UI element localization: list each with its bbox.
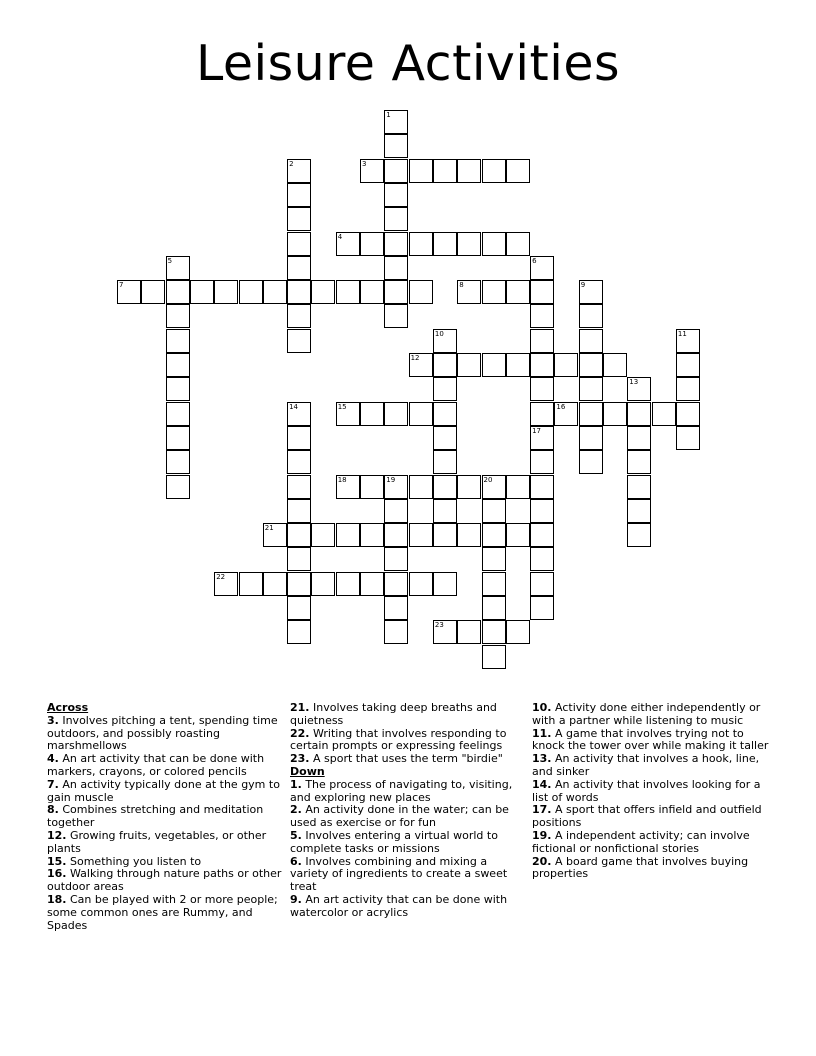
grid-cell[interactable] xyxy=(433,572,457,596)
clue-number: 21 xyxy=(264,524,274,533)
clue-number: 7 xyxy=(119,281,124,290)
grid-cell[interactable] xyxy=(482,645,506,669)
clue-item-number: 12. xyxy=(47,828,67,842)
grid-cell[interactable] xyxy=(263,523,287,547)
clue-item-number: 16. xyxy=(47,867,67,881)
grid-cell[interactable] xyxy=(263,280,287,304)
grid-cell[interactable] xyxy=(141,280,165,304)
grid-cell[interactable] xyxy=(360,159,384,183)
clue-item-text: The process of navigating to, visiting, and exploring new places xyxy=(290,777,513,804)
clue-item-number: 13. xyxy=(532,752,552,766)
clue-item-text: Activity done either independently or with a partner while listening to music xyxy=(532,701,761,727)
clue-item xyxy=(532,856,770,882)
grid-cell[interactable] xyxy=(530,402,554,426)
grid-cell[interactable] xyxy=(336,523,360,547)
grid-cell[interactable] xyxy=(579,304,603,328)
clue-item-number: 15. xyxy=(47,854,67,868)
grid-cell[interactable] xyxy=(166,280,190,304)
grid-cell[interactable] xyxy=(287,475,311,499)
grid-cell[interactable] xyxy=(384,159,408,183)
clue-item-text: An art activity that can be done with watercolor or acrylics xyxy=(290,892,508,919)
grid-cell[interactable] xyxy=(409,572,433,596)
grid-cell[interactable] xyxy=(384,572,408,596)
clue-number: 8 xyxy=(459,281,464,290)
grid-cell[interactable] xyxy=(530,596,554,620)
grid-cell[interactable] xyxy=(627,499,651,523)
clue-item-text: Involves taking deep breaths and quietness xyxy=(290,701,497,727)
grid-cell[interactable] xyxy=(287,183,311,207)
grid-cell[interactable] xyxy=(311,280,335,304)
grid-cell[interactable] xyxy=(506,353,530,377)
grid-cell[interactable] xyxy=(360,232,384,256)
clue-item-number: 4. xyxy=(47,752,59,766)
grid-cell[interactable] xyxy=(506,159,530,183)
grid-cell[interactable] xyxy=(457,280,481,304)
grid-cell[interactable] xyxy=(530,450,554,474)
clue-item-text: An activity that involves a hook, line, and sinker xyxy=(532,752,760,778)
clue-item-number: 18. xyxy=(47,892,67,906)
grid-cell[interactable] xyxy=(433,499,457,523)
grid-cell[interactable] xyxy=(287,329,311,353)
clue-item-text: An activity done in the water; can be used as exercise or for fun xyxy=(290,803,509,830)
grid-cell[interactable] xyxy=(482,620,506,644)
clue-number: 2 xyxy=(289,159,294,168)
grid-cell[interactable] xyxy=(360,280,384,304)
grid-cell[interactable] xyxy=(433,426,457,450)
clue-item xyxy=(290,728,528,754)
clue-number: 4 xyxy=(337,232,343,241)
grid-cell[interactable] xyxy=(287,159,311,183)
grid-cell[interactable] xyxy=(433,620,457,644)
clue-item-number: 11. xyxy=(532,726,552,740)
clue-number: 6 xyxy=(532,256,537,265)
grid-cell[interactable] xyxy=(239,280,263,304)
clue-section-header: Across xyxy=(47,701,89,714)
clue-number: 17 xyxy=(532,426,542,435)
grid-cell[interactable] xyxy=(336,280,360,304)
grid-cell[interactable] xyxy=(384,523,408,547)
grid-cell[interactable] xyxy=(384,110,408,134)
grid-cell[interactable] xyxy=(530,523,554,547)
grid-cell[interactable] xyxy=(530,572,554,596)
clue-item-number: 10. xyxy=(532,701,552,714)
clue-item xyxy=(532,779,770,805)
grid-cell[interactable] xyxy=(627,450,651,474)
clue-item-text: Involves pitching a tent, spending time outdoors, and possibly roasting marshmellows xyxy=(47,713,278,753)
grid-cell[interactable] xyxy=(384,280,408,304)
grid-cell[interactable] xyxy=(166,426,190,450)
grid-cell[interactable] xyxy=(676,377,700,401)
grid-cell[interactable] xyxy=(530,280,554,304)
clue-item-text: Growing fruits, vegetables, or other plants xyxy=(47,828,267,855)
grid-cell[interactable] xyxy=(287,207,311,231)
grid-cell[interactable] xyxy=(287,426,311,450)
grid-cell[interactable] xyxy=(676,329,700,353)
grid-cell[interactable] xyxy=(433,159,457,183)
clue-item-text: Can be played with 2 or more people; some common ones are Rummy, and Spades xyxy=(47,892,278,932)
grid-cell[interactable] xyxy=(311,523,335,547)
grid-cell[interactable] xyxy=(676,353,700,377)
grid-cell[interactable] xyxy=(530,329,554,353)
grid-cell[interactable] xyxy=(433,353,457,377)
clue-item-number: 22. xyxy=(290,726,310,740)
grid-cell[interactable] xyxy=(166,475,190,499)
clue-item-number: 17. xyxy=(532,803,552,817)
clue-item xyxy=(47,753,285,779)
grid-cell[interactable] xyxy=(409,232,433,256)
grid-cell[interactable] xyxy=(506,475,530,499)
grid-cell[interactable] xyxy=(287,523,311,547)
clue-item xyxy=(532,728,770,754)
grid-cell[interactable] xyxy=(384,596,408,620)
grid-cell[interactable] xyxy=(457,232,481,256)
grid-cell[interactable] xyxy=(336,572,360,596)
grid-cell[interactable] xyxy=(384,207,408,231)
grid-cell[interactable] xyxy=(457,523,481,547)
grid-cell[interactable] xyxy=(433,523,457,547)
grid-cell[interactable] xyxy=(676,426,700,450)
grid-cell[interactable] xyxy=(554,402,578,426)
grid-cell[interactable] xyxy=(603,353,627,377)
clue-item-text: Combines stretching and meditation together xyxy=(47,803,264,830)
clue-number: 9 xyxy=(580,281,586,290)
grid-cell[interactable] xyxy=(166,256,190,280)
grid-cell[interactable] xyxy=(360,523,384,547)
grid-cell[interactable] xyxy=(482,232,506,256)
grid-cell[interactable] xyxy=(627,377,651,401)
clue-item xyxy=(532,753,770,779)
grid-cell[interactable] xyxy=(360,475,384,499)
clue-item xyxy=(290,894,528,920)
grid-cell[interactable] xyxy=(287,572,311,596)
clue-item-text: Involves entering a virtual world to complete tasks or missions xyxy=(290,828,498,855)
grid-cell[interactable] xyxy=(166,377,190,401)
clue-item-text: A game that involves trying not to knock the tower over while making it taller xyxy=(532,726,769,753)
grid-cell[interactable] xyxy=(482,159,506,183)
grid-cell[interactable] xyxy=(263,572,287,596)
grid-cell[interactable] xyxy=(384,475,408,499)
clue-item xyxy=(47,715,285,753)
grid-cell[interactable] xyxy=(652,402,676,426)
clue-item-text: Writing that involves responding to certain prompts or expressing feelings xyxy=(290,726,507,753)
grid-cell[interactable] xyxy=(457,475,481,499)
clue-item xyxy=(47,779,285,805)
clue-number: 16 xyxy=(556,402,566,411)
clue-item xyxy=(290,702,528,728)
clue-item-number: 19. xyxy=(532,828,552,842)
grid-cell[interactable] xyxy=(530,499,554,523)
grid-cell[interactable] xyxy=(603,402,627,426)
grid-cell[interactable] xyxy=(482,353,506,377)
clue-item xyxy=(290,753,528,766)
clue-number: 11 xyxy=(677,329,687,338)
grid-cell[interactable] xyxy=(530,377,554,401)
clue-item-number: 3. xyxy=(47,713,59,727)
grid-cell[interactable] xyxy=(482,523,506,547)
grid-cell[interactable] xyxy=(336,232,360,256)
grid-cell[interactable] xyxy=(311,572,335,596)
grid-cell[interactable] xyxy=(506,232,530,256)
grid-cell[interactable] xyxy=(506,523,530,547)
grid-cell[interactable] xyxy=(457,159,481,183)
grid-cell[interactable] xyxy=(579,402,603,426)
grid-cell[interactable] xyxy=(506,620,530,644)
clue-item-number: 6. xyxy=(290,854,302,868)
clue-item xyxy=(290,804,528,830)
grid-cell[interactable] xyxy=(530,353,554,377)
grid-cell[interactable] xyxy=(627,402,651,426)
grid-cell[interactable] xyxy=(287,499,311,523)
clue-item-text: An activity that involves looking for a list of words xyxy=(532,777,761,804)
grid-cell[interactable] xyxy=(409,353,433,377)
clue-item-number: 9. xyxy=(290,892,302,906)
grid-cell[interactable] xyxy=(506,280,530,304)
grid-cell[interactable] xyxy=(166,329,190,353)
clue-item-text: Involves combining and mixing a variety of ingredients to create a sweet treat xyxy=(290,854,508,894)
clue-item-number: 23. xyxy=(290,752,310,766)
clue-item-text: A sport that offers infield and outfield positions xyxy=(532,803,762,830)
grid-cell[interactable] xyxy=(482,280,506,304)
grid-cell[interactable] xyxy=(579,377,603,401)
clue-item xyxy=(47,830,285,856)
clue-item-number: 1. xyxy=(290,777,302,791)
grid-cell[interactable] xyxy=(190,280,214,304)
clue-item xyxy=(290,779,528,805)
clue-number: 13 xyxy=(629,378,639,387)
grid-cell[interactable] xyxy=(384,232,408,256)
grid-cell[interactable] xyxy=(384,499,408,523)
clue-item-text: A independent activity; can involve fictional or nonfictional stories xyxy=(532,828,750,855)
grid-cell[interactable] xyxy=(530,475,554,499)
clue-number: 5 xyxy=(167,256,173,265)
grid-cell[interactable] xyxy=(433,475,457,499)
clue-number: 1 xyxy=(386,111,391,119)
grid-cell[interactable] xyxy=(530,426,554,450)
clue-item xyxy=(532,830,770,856)
grid-cell[interactable] xyxy=(409,523,433,547)
grid-cell[interactable] xyxy=(579,353,603,377)
clue-item-number: 8. xyxy=(47,803,59,817)
grid-cell[interactable] xyxy=(384,304,408,328)
clue-item-text: An activity typically done at the gym to gain muscle xyxy=(47,777,280,804)
grid-cell[interactable] xyxy=(384,134,408,158)
grid-cell[interactable] xyxy=(409,475,433,499)
grid-cell[interactable] xyxy=(627,523,651,547)
grid-cell[interactable] xyxy=(530,256,554,280)
grid-cell[interactable] xyxy=(166,402,190,426)
clue-number: 15 xyxy=(337,402,347,411)
grid-cell[interactable] xyxy=(287,232,311,256)
grid-cell[interactable] xyxy=(287,280,311,304)
grid-cell[interactable] xyxy=(433,232,457,256)
clue-item-number: 2. xyxy=(290,803,302,817)
grid-cell[interactable] xyxy=(482,596,506,620)
clue-column-2 xyxy=(290,702,528,920)
clue-number: 19 xyxy=(386,475,396,484)
clue-item-number: 7. xyxy=(47,777,59,791)
grid-cell[interactable] xyxy=(360,402,384,426)
grid-cell[interactable] xyxy=(554,353,578,377)
grid-cell[interactable] xyxy=(627,475,651,499)
clue-item-text: An art activity that can be done with markers, crayons, or colored pencils xyxy=(47,752,265,778)
clue-item-number: 20. xyxy=(532,854,552,868)
page-title: Leisure Activities xyxy=(195,35,621,92)
clue-number: 12 xyxy=(410,354,420,362)
grid-cell[interactable] xyxy=(287,596,311,620)
grid-cell[interactable] xyxy=(433,402,457,426)
clue-section-header: Down xyxy=(290,764,325,778)
grid-cell[interactable] xyxy=(457,353,481,377)
grid-cell[interactable] xyxy=(166,353,190,377)
grid-cell[interactable] xyxy=(287,620,311,644)
clue-item xyxy=(47,868,285,894)
grid-cell[interactable] xyxy=(409,280,433,304)
grid-cell[interactable] xyxy=(287,256,311,280)
grid-cell[interactable] xyxy=(433,450,457,474)
clue-item xyxy=(532,804,770,830)
grid-cell[interactable] xyxy=(214,572,238,596)
grid-cell[interactable] xyxy=(409,159,433,183)
clue-item xyxy=(532,702,770,728)
grid-cell[interactable] xyxy=(433,329,457,353)
grid-cell[interactable] xyxy=(482,547,506,571)
grid-cell[interactable] xyxy=(409,402,433,426)
grid-cell[interactable] xyxy=(384,620,408,644)
clue-column-3 xyxy=(532,702,770,881)
clue-item-text: A board game that involves buying properties xyxy=(532,854,749,881)
grid-cell[interactable] xyxy=(384,256,408,280)
grid-cell[interactable] xyxy=(579,450,603,474)
grid-cell[interactable] xyxy=(287,450,311,474)
clue-item-number: 5. xyxy=(290,828,302,842)
clue-item xyxy=(290,856,528,894)
clue-item xyxy=(290,830,528,856)
clue-number: 23 xyxy=(434,621,444,630)
clue-item-number: 21. xyxy=(290,701,310,714)
grid-cell[interactable] xyxy=(457,620,481,644)
clue-item-text: A sport that uses the term "birdie" xyxy=(309,752,503,766)
clue-item-number: 14. xyxy=(532,777,552,791)
grid-cell[interactable] xyxy=(579,280,603,304)
clue-number: 14 xyxy=(289,402,299,411)
grid-cell[interactable] xyxy=(336,402,360,426)
grid-cell[interactable] xyxy=(579,329,603,353)
clue-number: 20 xyxy=(483,475,493,484)
grid-cell[interactable] xyxy=(676,402,700,426)
grid-cell[interactable] xyxy=(482,572,506,596)
clue-item xyxy=(47,894,285,932)
clue-number: 3 xyxy=(362,159,367,168)
clue-number: 22 xyxy=(216,572,226,581)
grid-cell[interactable] xyxy=(384,183,408,207)
grid-cell[interactable] xyxy=(287,402,311,426)
grid-cell[interactable] xyxy=(384,402,408,426)
grid-cell[interactable] xyxy=(287,304,311,328)
clue-column-1 xyxy=(47,702,285,932)
clue-item xyxy=(47,804,285,830)
clue-number: 18 xyxy=(337,475,347,484)
grid-cell[interactable] xyxy=(579,426,603,450)
grid-cell[interactable] xyxy=(117,280,141,304)
grid-cell[interactable] xyxy=(627,426,651,450)
grid-cell[interactable] xyxy=(239,572,263,596)
clue-number: 10 xyxy=(434,329,444,338)
grid-cell[interactable] xyxy=(530,304,554,328)
grid-cell[interactable] xyxy=(482,499,506,523)
grid-cell[interactable] xyxy=(433,377,457,401)
grid-cell[interactable] xyxy=(214,280,238,304)
grid-cell[interactable] xyxy=(482,475,506,499)
grid-cell[interactable] xyxy=(287,547,311,571)
grid-cell[interactable] xyxy=(384,547,408,571)
grid-cell[interactable] xyxy=(530,547,554,571)
grid-cell[interactable] xyxy=(336,475,360,499)
clue-item-text: Something you listen to xyxy=(66,854,202,868)
grid-cell[interactable] xyxy=(360,572,384,596)
clue-item-text: Walking through nature paths or other outdoor areas xyxy=(47,867,282,894)
grid-cell[interactable] xyxy=(166,304,190,328)
grid-cell[interactable] xyxy=(166,450,190,474)
